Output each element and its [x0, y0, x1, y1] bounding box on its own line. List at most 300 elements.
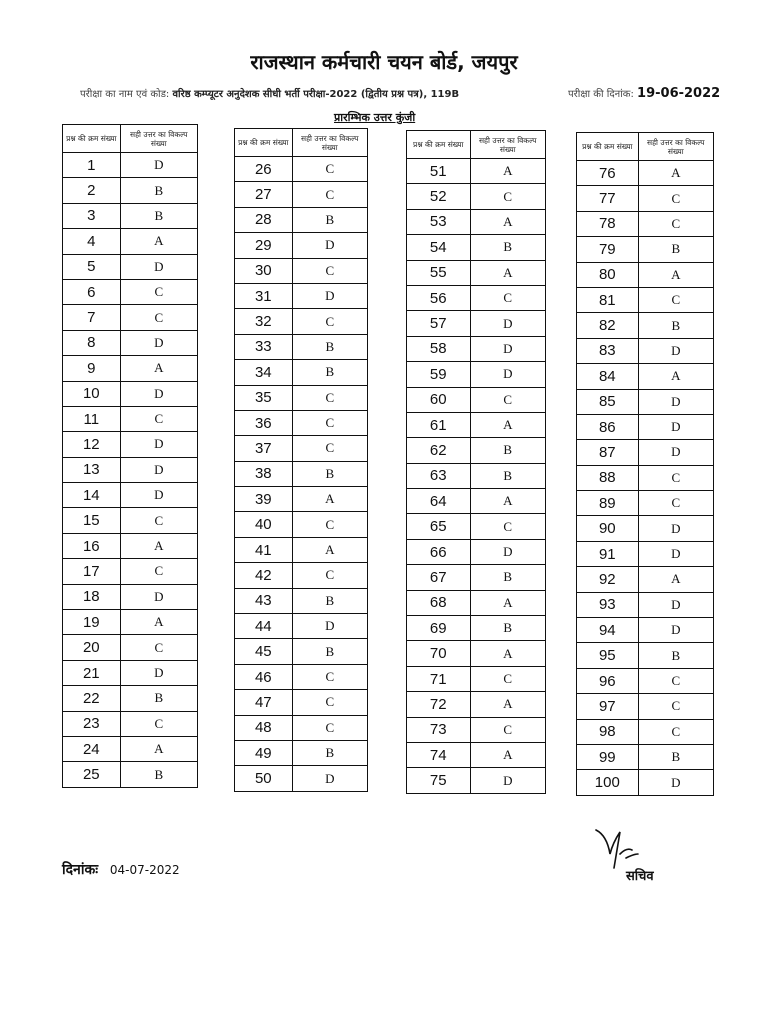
- answer-row: [63, 635, 198, 660]
- question-number: 99: [577, 744, 639, 769]
- answer-row: [63, 305, 198, 330]
- correct-option: A: [470, 641, 545, 666]
- question-number: 58: [407, 336, 471, 361]
- correct-option: C: [292, 182, 367, 207]
- correct-option: D: [120, 483, 197, 508]
- correct-option: A: [120, 533, 197, 558]
- question-number: 44: [235, 614, 293, 639]
- correct-option: C: [292, 563, 367, 588]
- correct-option: B: [470, 565, 545, 590]
- answer-row: [577, 186, 714, 211]
- question-number: 49: [235, 740, 293, 765]
- question-number: 41: [235, 537, 293, 562]
- correct-option: D: [292, 283, 367, 308]
- correct-option: D: [470, 768, 545, 793]
- question-number: 51: [407, 159, 471, 184]
- question-number: 67: [407, 565, 471, 590]
- correct-option: C: [470, 285, 545, 310]
- correct-option: C: [292, 664, 367, 689]
- answer-row: [235, 766, 368, 791]
- correct-option: D: [638, 541, 713, 566]
- correct-option: D: [470, 362, 545, 387]
- question-number: 22: [63, 686, 121, 711]
- question-number: 56: [407, 285, 471, 310]
- correct-option: B: [638, 237, 713, 262]
- correct-option: A: [470, 489, 545, 514]
- question-number: 3: [63, 203, 121, 228]
- correct-option: C: [292, 309, 367, 334]
- question-number: 19: [63, 610, 121, 635]
- correct-option: C: [292, 436, 367, 461]
- correct-option: A: [470, 209, 545, 234]
- answer-row: [407, 565, 546, 590]
- answer-table-header: [577, 133, 714, 161]
- answer-row: [407, 184, 546, 209]
- correct-option: A: [120, 736, 197, 761]
- answer-row: [63, 178, 198, 203]
- answer-row: [63, 533, 198, 558]
- answer-row: [577, 592, 714, 617]
- question-number: 2: [63, 178, 121, 203]
- correct-option: A: [638, 161, 713, 186]
- question-number: 57: [407, 311, 471, 336]
- correct-option: A: [470, 412, 545, 437]
- question-number: 89: [577, 491, 639, 516]
- correct-option: A: [120, 229, 197, 254]
- correct-option: D: [120, 432, 197, 457]
- question-number: 61: [407, 412, 471, 437]
- correct-option: D: [120, 330, 197, 355]
- page-title: राजस्थान कर्मचारी चयन बोर्ड, जयपुर: [250, 50, 518, 74]
- answer-row: [577, 770, 714, 795]
- question-number: 50: [235, 766, 293, 791]
- correct-option: C: [120, 279, 197, 304]
- answer-row: [63, 381, 198, 406]
- question-number-header: प्रश्न की क्रम संख्या: [577, 133, 639, 161]
- correct-option: D: [638, 516, 713, 541]
- answer-row: [235, 309, 368, 334]
- correct-option: D: [470, 539, 545, 564]
- correct-option: B: [470, 235, 545, 260]
- question-number: 75: [407, 768, 471, 793]
- answer-row: [235, 664, 368, 689]
- correct-option: D: [120, 660, 197, 685]
- correct-option: B: [292, 360, 367, 385]
- answer-row: [63, 508, 198, 533]
- question-number: 40: [235, 512, 293, 537]
- answer-row: [63, 229, 198, 254]
- correct-option: D: [638, 592, 713, 617]
- question-number: 20: [63, 635, 121, 660]
- question-number: 25: [63, 762, 121, 787]
- answer-table-3: [406, 130, 546, 794]
- answer-row: [235, 690, 368, 715]
- question-number: 85: [577, 389, 639, 414]
- correct-option: B: [292, 639, 367, 664]
- question-number: 24: [63, 736, 121, 761]
- question-number: 9: [63, 356, 121, 381]
- question-number: 28: [235, 207, 293, 232]
- correct-option: C: [292, 690, 367, 715]
- answer-row: [407, 742, 546, 767]
- correct-option: D: [292, 766, 367, 791]
- question-number: 88: [577, 465, 639, 490]
- correct-option: B: [120, 203, 197, 228]
- answer-row: [63, 153, 198, 178]
- answer-row: [235, 461, 368, 486]
- question-number: 72: [407, 692, 471, 717]
- answer-row: [235, 487, 368, 512]
- answer-row: [577, 516, 714, 541]
- question-number: 4: [63, 229, 121, 254]
- answer-row: [407, 412, 546, 437]
- correct-option: A: [470, 159, 545, 184]
- question-number: 42: [235, 563, 293, 588]
- answer-row: [63, 279, 198, 304]
- question-number: 52: [407, 184, 471, 209]
- answer-row: [63, 660, 198, 685]
- correct-option: D: [638, 414, 713, 439]
- answer-row: [577, 389, 714, 414]
- answer-row: [63, 610, 198, 635]
- question-number: 64: [407, 489, 471, 514]
- answer-row: [63, 356, 198, 381]
- correct-option: C: [120, 711, 197, 736]
- question-number-header: प्रश्न की क्रम संख्या: [235, 129, 293, 157]
- correct-option-header: सही उत्तर का विकल्प संख्या: [120, 125, 197, 153]
- answer-row: [63, 711, 198, 736]
- answer-row: [577, 338, 714, 363]
- question-number: 35: [235, 385, 293, 410]
- question-number: 80: [577, 262, 639, 287]
- correct-option: A: [120, 610, 197, 635]
- answer-row: [63, 584, 198, 609]
- answer-row: [407, 362, 546, 387]
- question-number: 23: [63, 711, 121, 736]
- answer-row: [235, 207, 368, 232]
- question-number: 54: [407, 235, 471, 260]
- correct-option: D: [638, 618, 713, 643]
- exam-date-label: परीक्षा की दिनांक:: [568, 89, 634, 100]
- answer-row: [577, 694, 714, 719]
- answer-row: [235, 512, 368, 537]
- answer-row: [407, 260, 546, 285]
- question-number: 65: [407, 514, 471, 539]
- answer-row: [407, 539, 546, 564]
- question-number: 18: [63, 584, 121, 609]
- question-number: 62: [407, 438, 471, 463]
- answer-row: [407, 387, 546, 412]
- question-number: 21: [63, 660, 121, 685]
- issue-date-label: दिनांकः: [62, 862, 99, 878]
- correct-option: D: [470, 311, 545, 336]
- question-number-header: प्रश्न की क्रम संख्या: [63, 125, 121, 153]
- correct-option: C: [638, 287, 713, 312]
- question-number: 8: [63, 330, 121, 355]
- correct-option: B: [292, 334, 367, 359]
- correct-option: B: [470, 616, 545, 641]
- question-number: 32: [235, 309, 293, 334]
- correct-option: D: [470, 336, 545, 361]
- answer-row: [63, 762, 198, 787]
- question-number: 63: [407, 463, 471, 488]
- answer-row: [407, 666, 546, 691]
- answer-row: [63, 406, 198, 431]
- question-number: 60: [407, 387, 471, 412]
- correct-option: A: [638, 364, 713, 389]
- answer-row: [577, 414, 714, 439]
- correct-option: C: [292, 715, 367, 740]
- signature-mark: [590, 824, 650, 872]
- answer-row: [63, 330, 198, 355]
- answer-row: [577, 161, 714, 186]
- answer-row: [235, 283, 368, 308]
- correct-option: A: [470, 742, 545, 767]
- answer-row: [577, 668, 714, 693]
- question-number: 29: [235, 233, 293, 258]
- correct-option: C: [638, 491, 713, 516]
- answer-row: [407, 768, 546, 793]
- answer-row: [63, 483, 198, 508]
- correct-option: C: [292, 512, 367, 537]
- correct-option: C: [470, 387, 545, 412]
- question-number: 93: [577, 592, 639, 617]
- exam-name-line: [80, 86, 459, 100]
- correct-option: C: [470, 717, 545, 742]
- question-number: 84: [577, 364, 639, 389]
- correct-option: D: [638, 770, 713, 795]
- answer-row: [407, 514, 546, 539]
- question-number: 12: [63, 432, 121, 457]
- question-number: 27: [235, 182, 293, 207]
- correct-option: C: [292, 410, 367, 435]
- correct-option: C: [120, 406, 197, 431]
- answer-row: [235, 614, 368, 639]
- answer-row: [63, 203, 198, 228]
- correct-option: C: [638, 719, 713, 744]
- answer-key-subtitle: प्रारम्भिक उत्तर कुंजी: [334, 111, 416, 124]
- question-number: 71: [407, 666, 471, 691]
- question-number: 46: [235, 664, 293, 689]
- question-number: 31: [235, 283, 293, 308]
- answer-row: [235, 334, 368, 359]
- correct-option: C: [470, 514, 545, 539]
- correct-option: A: [470, 692, 545, 717]
- question-number: 87: [577, 440, 639, 465]
- correct-option: A: [292, 537, 367, 562]
- question-number: 90: [577, 516, 639, 541]
- answer-row: [577, 237, 714, 262]
- correct-option: D: [120, 381, 197, 406]
- answer-row: [577, 465, 714, 490]
- question-number: 34: [235, 360, 293, 385]
- question-number: 83: [577, 338, 639, 363]
- secretary-designation: सचिव: [626, 869, 654, 884]
- question-number: 96: [577, 668, 639, 693]
- question-number: 14: [63, 483, 121, 508]
- answer-row: [407, 489, 546, 514]
- correct-option-header: सही उत्तर का विकल्प संख्या: [638, 133, 713, 161]
- question-number: 11: [63, 406, 121, 431]
- answer-row: [577, 744, 714, 769]
- correct-option: B: [292, 461, 367, 486]
- answer-row: [235, 715, 368, 740]
- correct-option: B: [292, 207, 367, 232]
- answer-row: [235, 258, 368, 283]
- answer-row: [577, 262, 714, 287]
- correct-option: C: [292, 385, 367, 410]
- answer-table-1: [62, 124, 198, 788]
- answer-row: [235, 233, 368, 258]
- correct-option-header: सही उत्तर का विकल्प संख्या: [292, 129, 367, 157]
- correct-option: A: [120, 356, 197, 381]
- issue-date: [62, 860, 180, 879]
- answer-row: [235, 740, 368, 765]
- question-number: 59: [407, 362, 471, 387]
- correct-option: B: [120, 762, 197, 787]
- issue-date-value: 04-07-2022: [109, 863, 180, 877]
- correct-option: C: [292, 258, 367, 283]
- question-number: 91: [577, 541, 639, 566]
- answer-row: [235, 385, 368, 410]
- question-number: 39: [235, 487, 293, 512]
- answer-row: [63, 457, 198, 482]
- correct-option-header: सही उत्तर का विकल्प संख्या: [470, 131, 545, 159]
- question-number: 37: [235, 436, 293, 461]
- correct-option: C: [120, 305, 197, 330]
- answer-row: [63, 432, 198, 457]
- question-number: 68: [407, 590, 471, 615]
- correct-option: C: [120, 559, 197, 584]
- answer-row: [577, 287, 714, 312]
- correct-option: B: [120, 686, 197, 711]
- question-number: 55: [407, 260, 471, 285]
- correct-option: C: [470, 184, 545, 209]
- correct-option: C: [638, 211, 713, 236]
- question-number: 78: [577, 211, 639, 236]
- answer-row: [407, 692, 546, 717]
- exam-date-value: 19-06-2022: [637, 86, 721, 101]
- correct-option: D: [120, 153, 197, 178]
- correct-option: B: [292, 588, 367, 613]
- answer-row: [407, 311, 546, 336]
- question-number: 92: [577, 567, 639, 592]
- answer-row: [63, 254, 198, 279]
- answer-table-2: [234, 128, 368, 792]
- answer-row: [577, 567, 714, 592]
- correct-option: D: [120, 457, 197, 482]
- answer-row: [407, 235, 546, 260]
- answer-row: [577, 541, 714, 566]
- question-number: 74: [407, 742, 471, 767]
- question-number: 97: [577, 694, 639, 719]
- correct-option: A: [470, 590, 545, 615]
- question-number: 33: [235, 334, 293, 359]
- question-number: 15: [63, 508, 121, 533]
- correct-option: A: [638, 262, 713, 287]
- answer-row: [407, 285, 546, 310]
- answer-row: [577, 313, 714, 338]
- correct-option: B: [638, 643, 713, 668]
- question-number: 53: [407, 209, 471, 234]
- correct-option: A: [470, 260, 545, 285]
- answer-row: [235, 537, 368, 562]
- question-number: 48: [235, 715, 293, 740]
- answer-row: [235, 182, 368, 207]
- answer-row: [577, 643, 714, 668]
- question-number: 98: [577, 719, 639, 744]
- answer-table-header: [63, 125, 198, 153]
- question-number-header: प्रश्न की क्रम संख्या: [407, 131, 471, 159]
- correct-option: B: [120, 178, 197, 203]
- correct-option: C: [638, 465, 713, 490]
- question-number: 86: [577, 414, 639, 439]
- question-number: 69: [407, 616, 471, 641]
- correct-option: D: [638, 440, 713, 465]
- answer-row: [407, 209, 546, 234]
- correct-option: C: [292, 157, 367, 182]
- correct-option: A: [292, 487, 367, 512]
- correct-option: C: [120, 635, 197, 660]
- question-number: 16: [63, 533, 121, 558]
- question-number: 26: [235, 157, 293, 182]
- correct-option: A: [638, 567, 713, 592]
- answer-row: [407, 336, 546, 361]
- answer-row: [577, 618, 714, 643]
- question-number: 47: [235, 690, 293, 715]
- question-number: 45: [235, 639, 293, 664]
- question-number: 1: [63, 153, 121, 178]
- correct-option: C: [638, 694, 713, 719]
- answer-row: [235, 436, 368, 461]
- correct-option: C: [470, 666, 545, 691]
- question-number: 10: [63, 381, 121, 406]
- correct-option: C: [638, 186, 713, 211]
- answer-row: [235, 410, 368, 435]
- question-number: 36: [235, 410, 293, 435]
- answer-row: [407, 438, 546, 463]
- answer-row: [577, 440, 714, 465]
- correct-option: B: [292, 740, 367, 765]
- correct-option: D: [292, 233, 367, 258]
- correct-option: B: [470, 463, 545, 488]
- correct-option: C: [120, 508, 197, 533]
- question-number: 70: [407, 641, 471, 666]
- correct-option: B: [638, 744, 713, 769]
- answer-row: [407, 590, 546, 615]
- answer-table-header: [407, 131, 546, 159]
- question-number: 100: [577, 770, 639, 795]
- question-number: 66: [407, 539, 471, 564]
- answer-row: [577, 491, 714, 516]
- question-number: 17: [63, 559, 121, 584]
- question-number: 81: [577, 287, 639, 312]
- question-number: 7: [63, 305, 121, 330]
- question-number: 5: [63, 254, 121, 279]
- exam-name-label: परीक्षा का नाम एवं कोड:: [80, 89, 170, 100]
- correct-option: D: [638, 389, 713, 414]
- correct-option: D: [120, 584, 197, 609]
- question-number: 43: [235, 588, 293, 613]
- answer-row: [577, 364, 714, 389]
- answer-row: [407, 717, 546, 742]
- exam-name-value: वरिष्ठ कम्प्यूटर अनुदेशक सीधी भर्ती परीक्षा-2022 (द्वितीय प्रश्न पत्र), 119B: [172, 89, 460, 100]
- question-number: 38: [235, 461, 293, 486]
- correct-option: D: [120, 254, 197, 279]
- question-number: 77: [577, 186, 639, 211]
- question-number: 94: [577, 618, 639, 643]
- answer-row: [63, 686, 198, 711]
